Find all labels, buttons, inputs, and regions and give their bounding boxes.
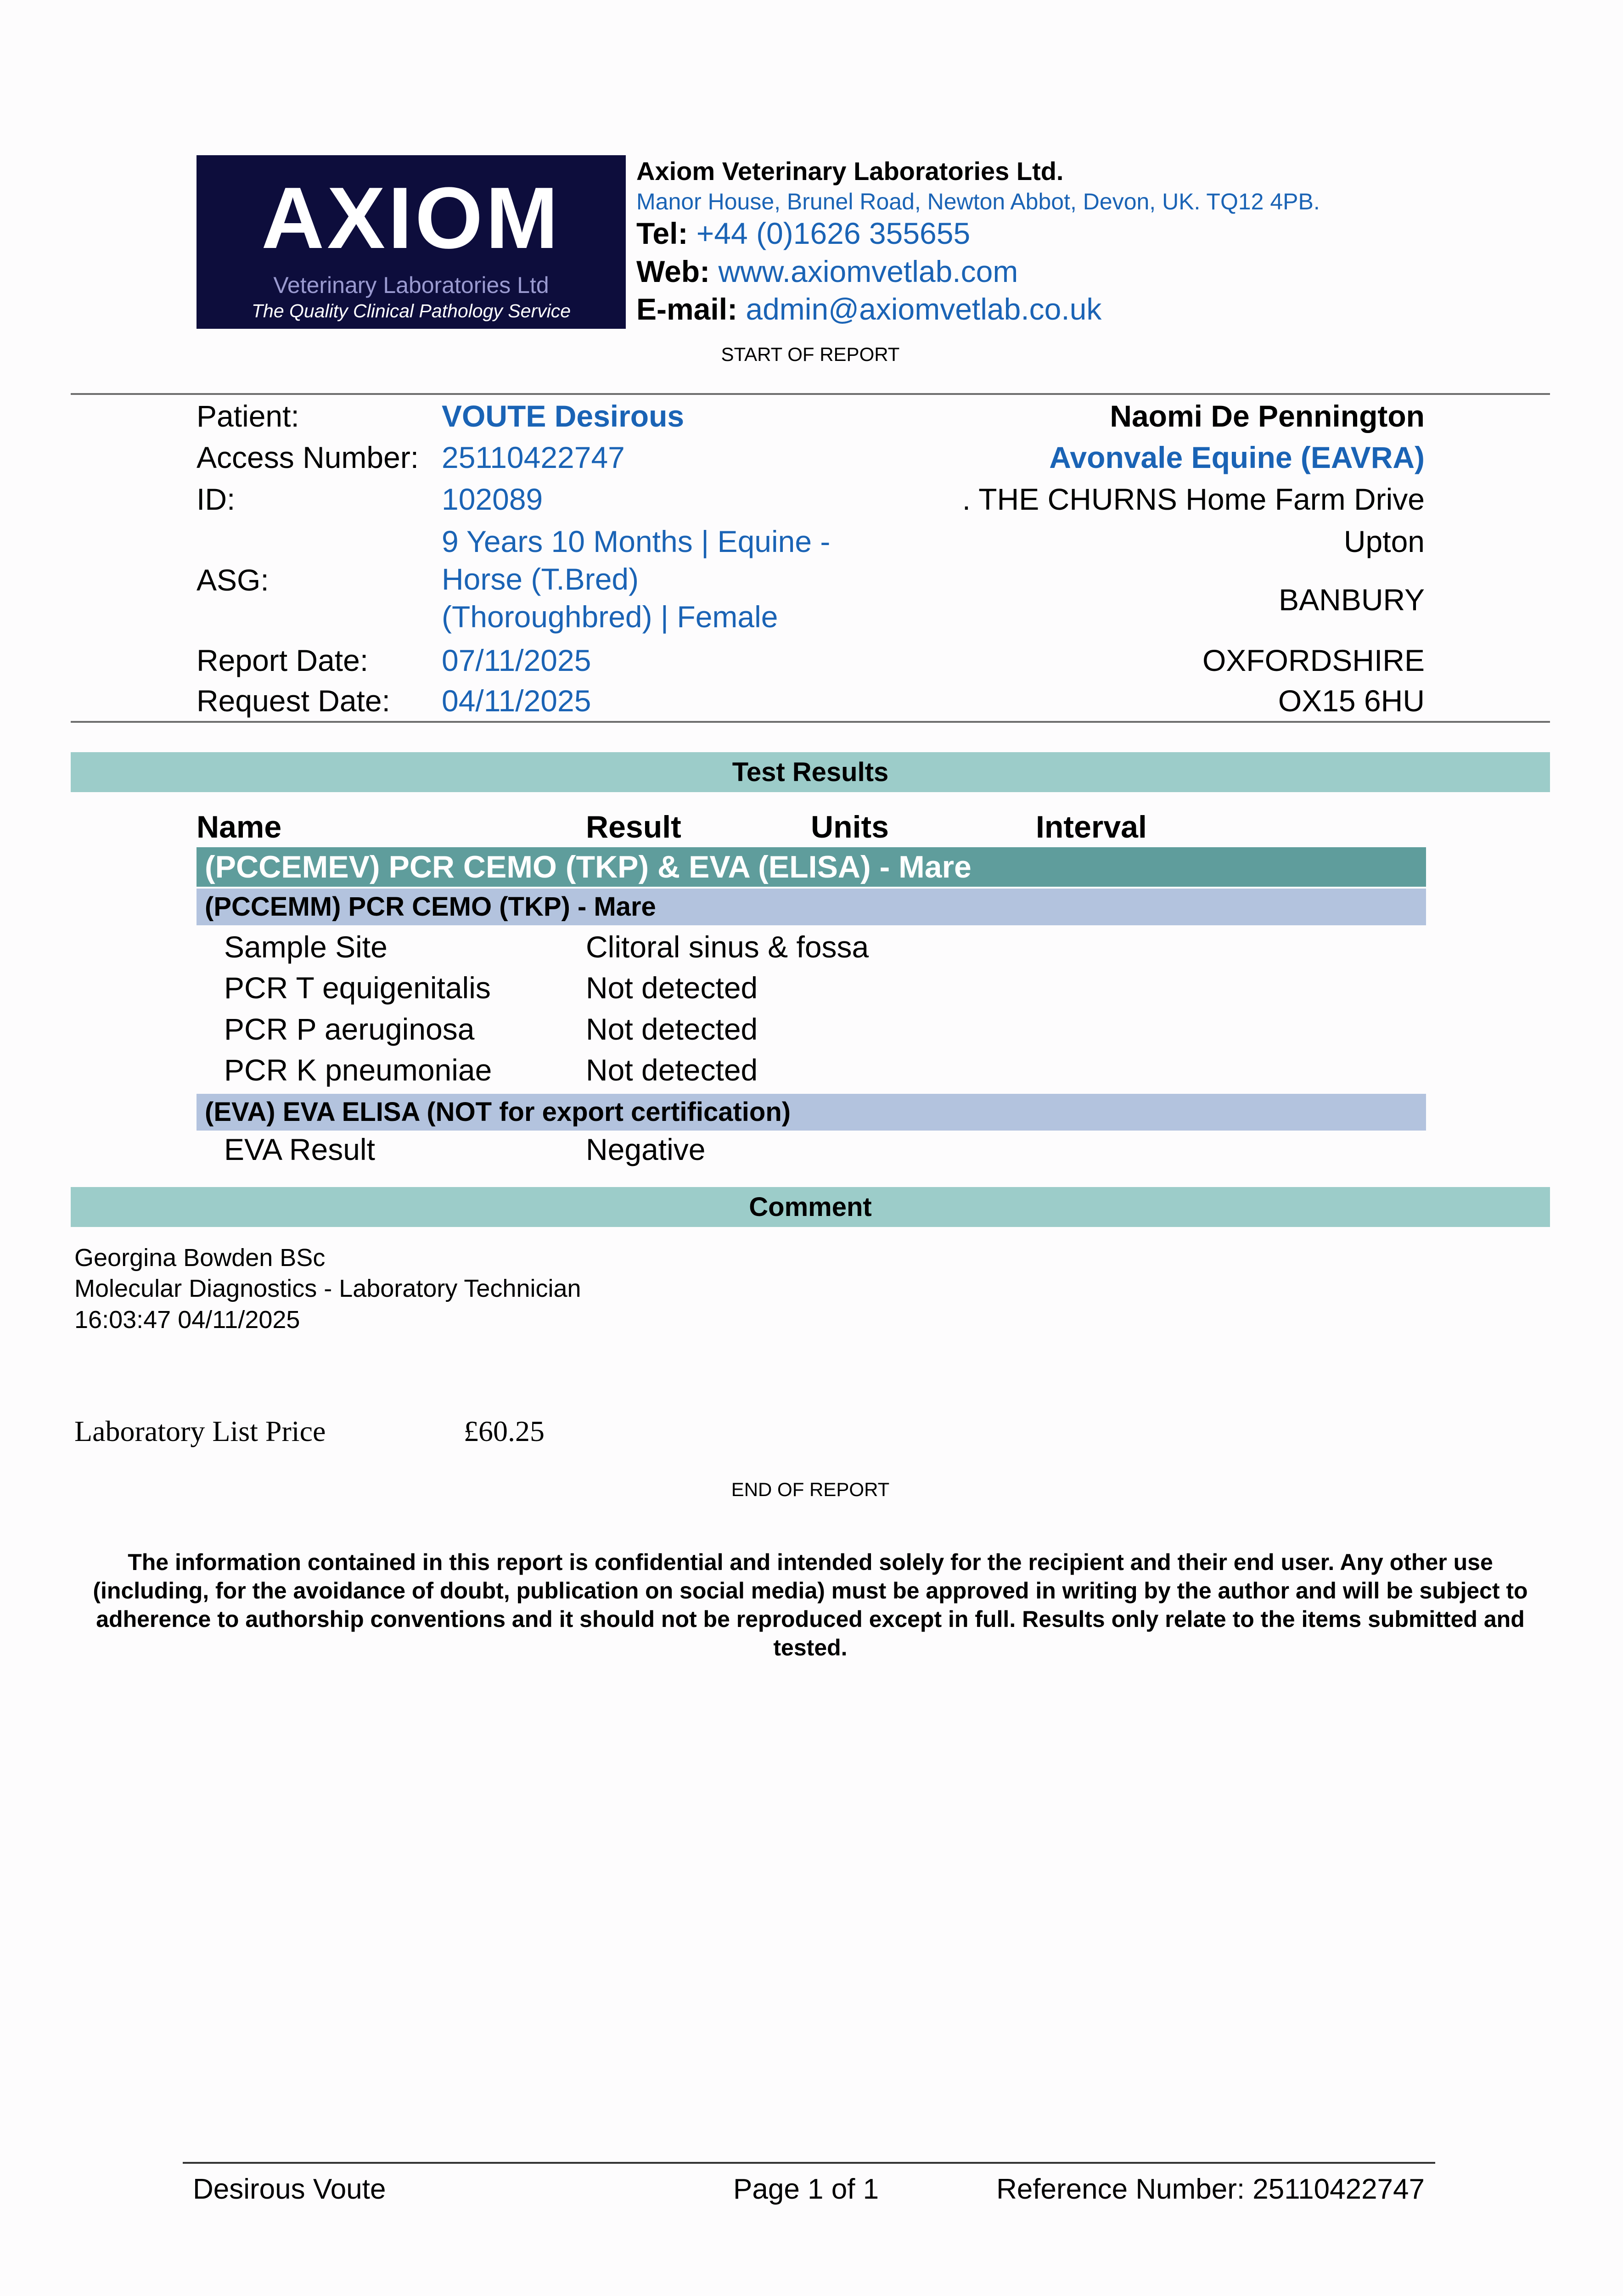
price-label: Laboratory List Price [74, 1415, 326, 1447]
recipient-address-1: . THE CHURNS Home Farm Drive [962, 482, 1425, 516]
recipient-address-4: OXFORDSHIRE [1202, 643, 1425, 677]
email-link[interactable]: admin@axiomvetlab.co.uk [746, 292, 1102, 326]
column-result: Result [586, 810, 681, 844]
result-value: Not detected [586, 1053, 758, 1087]
access-label: Access Number: [197, 440, 419, 474]
column-interval: Interval [1036, 810, 1147, 844]
patient-id: 102089 [442, 482, 543, 516]
phone-value: +44 (0)1626 355655 [696, 216, 971, 250]
footer-patient: Desirous Voute [193, 2173, 386, 2205]
logo-wordmark: AXIOM [261, 169, 561, 267]
comment-timestamp: 16:03:47 04/11/2025 [74, 1306, 300, 1334]
recipient-address-5: OX15 6HU [1278, 684, 1425, 718]
report-date: 07/11/2025 [442, 643, 591, 677]
confidentiality-disclaimer: The information contained in this report is confidential and intended solely for the recipient and their end user. Any other use (including, for the avoidance of doubt, publication on social media) must be approved in writing by the author and will be subject to adherence to authorship conventions and it should not be reproduced except in full. Results only relate to the items submitted and tested. [93, 1549, 1528, 1660]
company-logo [197, 155, 626, 329]
company-phone [636, 216, 970, 251]
web-link[interactable]: www.axiomvetlab.com [718, 254, 1018, 288]
result-value: Not detected [586, 971, 758, 1005]
footer-page-number: Page 1 of 1 [733, 2173, 879, 2205]
start-of-report: START OF REPORT [721, 343, 900, 365]
patient-label: Patient: [197, 399, 299, 433]
request-date: 04/11/2025 [442, 684, 591, 718]
comment-role: Molecular Diagnostics - Laboratory Technician [74, 1275, 581, 1302]
phone-label: Tel: [636, 216, 688, 250]
price-value: £60.25 [464, 1415, 545, 1447]
asg-line-2: Horse (T.Bred) [442, 562, 639, 596]
result-name: EVA Result [224, 1132, 375, 1166]
company-web [636, 254, 1018, 289]
recipient-practice: Avonvale Equine (EAVRA) [1049, 440, 1425, 474]
result-value: Negative [586, 1132, 706, 1166]
logo-subtitle: Veterinary Laboratories Ltd [273, 272, 549, 298]
header-divider [71, 393, 1550, 395]
panel-header: (PCCEMEV) PCR CEMO (TKP) & EVA (ELISA) - Mare [197, 847, 1426, 887]
comment-heading: Comment [71, 1187, 1550, 1227]
subpanel-header-eva: (EVA) EVA ELISA (NOT for export certification) [197, 1094, 1426, 1131]
subpanel-header-cemo: (PCCEMM) PCR CEMO (TKP) - Mare [197, 889, 1426, 925]
recipient-address-3: BANBURY [1279, 583, 1425, 617]
test-results-heading: Test Results [71, 752, 1550, 792]
result-name: PCR T equigenitalis [224, 971, 491, 1005]
comment-author: Georgina Bowden BSc [74, 1244, 326, 1272]
result-name: PCR K pneumoniae [224, 1053, 492, 1087]
recipient-address-2: Upton [1343, 524, 1425, 558]
result-value: Clitoral sinus & fossa [586, 930, 869, 964]
logo-tagline: The Quality Clinical Pathology Service [251, 300, 571, 321]
company-email [636, 292, 1101, 326]
company-name: Axiom Veterinary Laboratories Ltd. [636, 157, 1064, 186]
asg-label: ASG: [197, 563, 269, 597]
footer-reference: Reference Number: 25110422747 [996, 2173, 1425, 2205]
web-label: Web: [636, 254, 710, 288]
company-address: Manor House, Brunel Road, Newton Abbot, Devon, UK. TQ12 4PB. [636, 189, 1320, 214]
column-name: Name [197, 810, 282, 844]
id-label: ID: [197, 482, 236, 516]
column-units: Units [811, 810, 889, 844]
asg-line-1: 9 Years 10 Months | Equine - [442, 524, 831, 558]
report-date-label: Report Date: [197, 643, 369, 677]
result-value: Not detected [586, 1012, 758, 1046]
end-of-report: END OF REPORT [731, 1479, 890, 1500]
footer-divider [183, 2162, 1435, 2164]
patient-divider [71, 721, 1550, 723]
recipient-name: Naomi De Pennington [1110, 399, 1425, 433]
access-number: 25110422747 [442, 440, 625, 474]
request-date-label: Request Date: [197, 684, 390, 718]
email-label: E-mail: [636, 292, 738, 326]
result-name: PCR P aeruginosa [224, 1012, 475, 1046]
asg-line-3: (Thoroughbred) | Female [442, 600, 778, 634]
result-name: Sample Site [224, 930, 387, 964]
patient-name: VOUTE Desirous [442, 399, 685, 433]
